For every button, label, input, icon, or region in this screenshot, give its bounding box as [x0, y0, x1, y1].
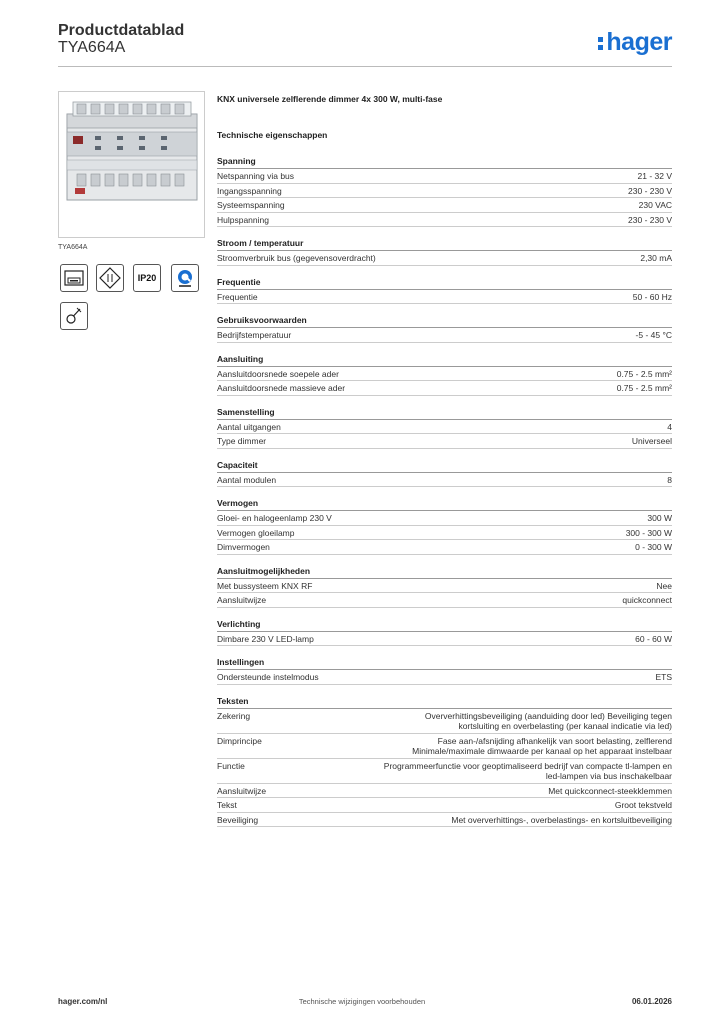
spec-label: Aansluitdoorsnede soepele ader — [217, 368, 339, 379]
spec-value: 300 - 300 W — [625, 527, 672, 538]
spec-row — [217, 798, 672, 813]
spec-value: 8 — [667, 474, 672, 485]
product-code: TYA664A — [58, 39, 126, 56]
spec-section — [217, 315, 672, 343]
spec-value: 2,30 mA — [640, 253, 672, 263]
quickconnect-icon — [171, 264, 199, 292]
spec-row — [217, 511, 672, 526]
section-title: Samenstelling — [217, 407, 672, 420]
spec-row — [217, 328, 672, 343]
spec-row — [217, 290, 672, 305]
spec-label: Vermogen gloeilamp — [217, 527, 295, 538]
spec-label: Gloei- en halogeenlamp 230 V — [217, 513, 332, 523]
image-caption: TYA664A — [58, 244, 88, 251]
spec-value: Oververhittingsbeveiliging (aanduiding door led) Beveiliging tegen kortsluiting en overbelasting (per kanaal indicatie via led) — [424, 710, 672, 731]
spec-label: Zekering — [217, 710, 251, 721]
spec-value: Met quickconnect-steekklemmen — [548, 785, 672, 796]
section-title: Vermogen — [217, 498, 672, 511]
spec-section — [217, 460, 672, 488]
spec-value: quickconnect — [622, 595, 672, 605]
spec-value: ETS — [655, 672, 672, 682]
spec-value: 300 W — [647, 513, 672, 523]
section-title: Spanning — [217, 156, 672, 169]
footer-disclaimer: Technische wijzigingen voorbehouden — [298, 997, 426, 1006]
spec-value: Universeel — [631, 436, 672, 446]
spec-label: Stroomverbruik bus (gegevensoverdracht) — [217, 253, 376, 263]
logo-dots-icon — [598, 34, 604, 53]
spec-row — [217, 540, 672, 555]
section-title: Stroom / temperatuur — [217, 238, 672, 251]
header-divider — [58, 66, 672, 67]
spec-label: Aantal uitgangen — [217, 421, 281, 432]
logo-text: hager — [606, 28, 672, 56]
spec-section — [217, 238, 672, 266]
footer-date: 06.01.2026 — [631, 997, 672, 1006]
spec-label: Type dimmer — [217, 436, 267, 446]
spec-section — [217, 696, 672, 828]
spec-row — [217, 381, 672, 396]
spec-section — [217, 277, 672, 305]
spec-row — [217, 759, 672, 784]
spec-row — [217, 526, 672, 541]
hager-logo — [598, 28, 672, 57]
spec-label: Met bussysteem KNX RF — [217, 580, 313, 591]
spec-row — [217, 198, 672, 213]
spec-value: 230 VAC — [638, 200, 672, 210]
spec-row — [217, 709, 672, 734]
spec-row — [217, 632, 672, 647]
spec-section — [217, 354, 672, 396]
spec-value: Nee — [656, 580, 672, 591]
ip20-label: IP20 — [137, 273, 157, 283]
spec-value: 0.75 - 2.5 mm² — [616, 383, 672, 393]
spec-row — [217, 251, 672, 266]
footer-website[interactable]: hager.com/nl — [58, 997, 108, 1006]
spec-row — [217, 813, 672, 828]
spec-label: Tekst — [217, 800, 237, 810]
spec-row — [217, 784, 672, 799]
section-title: Frequentie — [217, 277, 672, 290]
section-title: Gebruiksvoorwaarden — [217, 315, 672, 328]
section-title: Teksten — [217, 696, 672, 709]
spec-label: Ingangsspanning — [217, 185, 282, 196]
spec-label: Ondersteunde instelmodus — [217, 672, 319, 682]
page-title: Productdatablad — [58, 22, 185, 39]
spec-label: Beveiliging — [217, 814, 259, 825]
spec-value: -5 - 45 °C — [635, 330, 672, 340]
spec-value: Programmeerfunctie voor geoptimaliseerd bedrijf van compacte tl-lampen en led-lampen via bus inschakelbaar — [383, 760, 672, 781]
section-title: Capaciteit — [217, 460, 672, 473]
spec-section — [217, 156, 672, 227]
spec-row — [217, 434, 672, 449]
spec-row — [217, 579, 672, 594]
spec-label: Functie — [217, 760, 245, 771]
spec-row — [217, 367, 672, 382]
spec-value: 230 - 230 V — [628, 214, 672, 225]
spec-label: Dimvermogen — [217, 542, 270, 552]
ip20-icon — [133, 264, 161, 292]
spec-row — [217, 169, 672, 184]
spec-label: Netspanning via bus — [217, 171, 295, 181]
spec-value: Met oververhittings-, overbelastings- en kortsluitbeveiliging — [451, 814, 672, 825]
section-title: Aansluiting — [217, 354, 672, 367]
din-rail-mount-icon — [60, 264, 88, 292]
section-title: Instellingen — [217, 657, 672, 670]
spec-value: 0 - 300 W — [635, 542, 672, 552]
spec-label: Hulpspanning — [217, 214, 269, 225]
spec-value: 50 - 60 Hz — [632, 291, 672, 302]
tech-heading: Technische eigenschappen — [217, 130, 328, 140]
spec-label: Bedrijfstemperatuur — [217, 330, 292, 340]
spec-label: Aansluitwijze — [217, 595, 267, 605]
product-image — [58, 91, 205, 238]
spec-label: Aansluitdoorsnede massieve ader — [217, 383, 346, 393]
spec-section — [217, 407, 672, 449]
spec-sections — [217, 156, 672, 827]
spec-section — [217, 566, 672, 608]
spec-label: Aansluitwijze — [217, 785, 267, 796]
spec-label: Frequentie — [217, 291, 258, 302]
spec-label: Dimbare 230 V LED-lamp — [217, 633, 314, 644]
spec-value: Groot tekstveld — [614, 800, 672, 810]
spec-value: 230 - 230 V — [628, 185, 672, 196]
spec-value: 21 - 32 V — [637, 171, 672, 181]
product-description: KNX universele zelflerende dimmer 4x 300 W, multi-fase — [217, 94, 443, 104]
spec-section — [217, 657, 672, 685]
spec-value: 0.75 - 2.5 mm² — [616, 368, 672, 379]
double-insulation-icon — [96, 264, 124, 292]
spec-value: Fase aan-/afsnijding afhankelijk van soort belasting, zelflerend Minimale/maximale dimwaarde per kanaal op het apparaat instelbaar — [412, 735, 672, 756]
spec-row — [217, 473, 672, 488]
spec-label: Dimprincipe — [217, 735, 262, 746]
spec-row — [217, 670, 672, 685]
spec-row — [217, 593, 672, 608]
spec-row — [217, 734, 672, 759]
spec-row — [217, 420, 672, 435]
section-title: Aansluitmogelijkheden — [217, 566, 672, 579]
spec-row — [217, 213, 672, 228]
screw-terminal-icon — [60, 302, 88, 330]
spec-label: Systeemspanning — [217, 200, 285, 210]
spec-section — [217, 498, 672, 555]
spec-row — [217, 184, 672, 199]
spec-value: 4 — [667, 421, 672, 432]
specification-table — [217, 94, 672, 827]
spec-value: 60 - 60 W — [635, 633, 672, 644]
spec-section — [217, 619, 672, 647]
spec-label: Aantal modulen — [217, 474, 277, 485]
section-title: Verlichting — [217, 619, 672, 632]
